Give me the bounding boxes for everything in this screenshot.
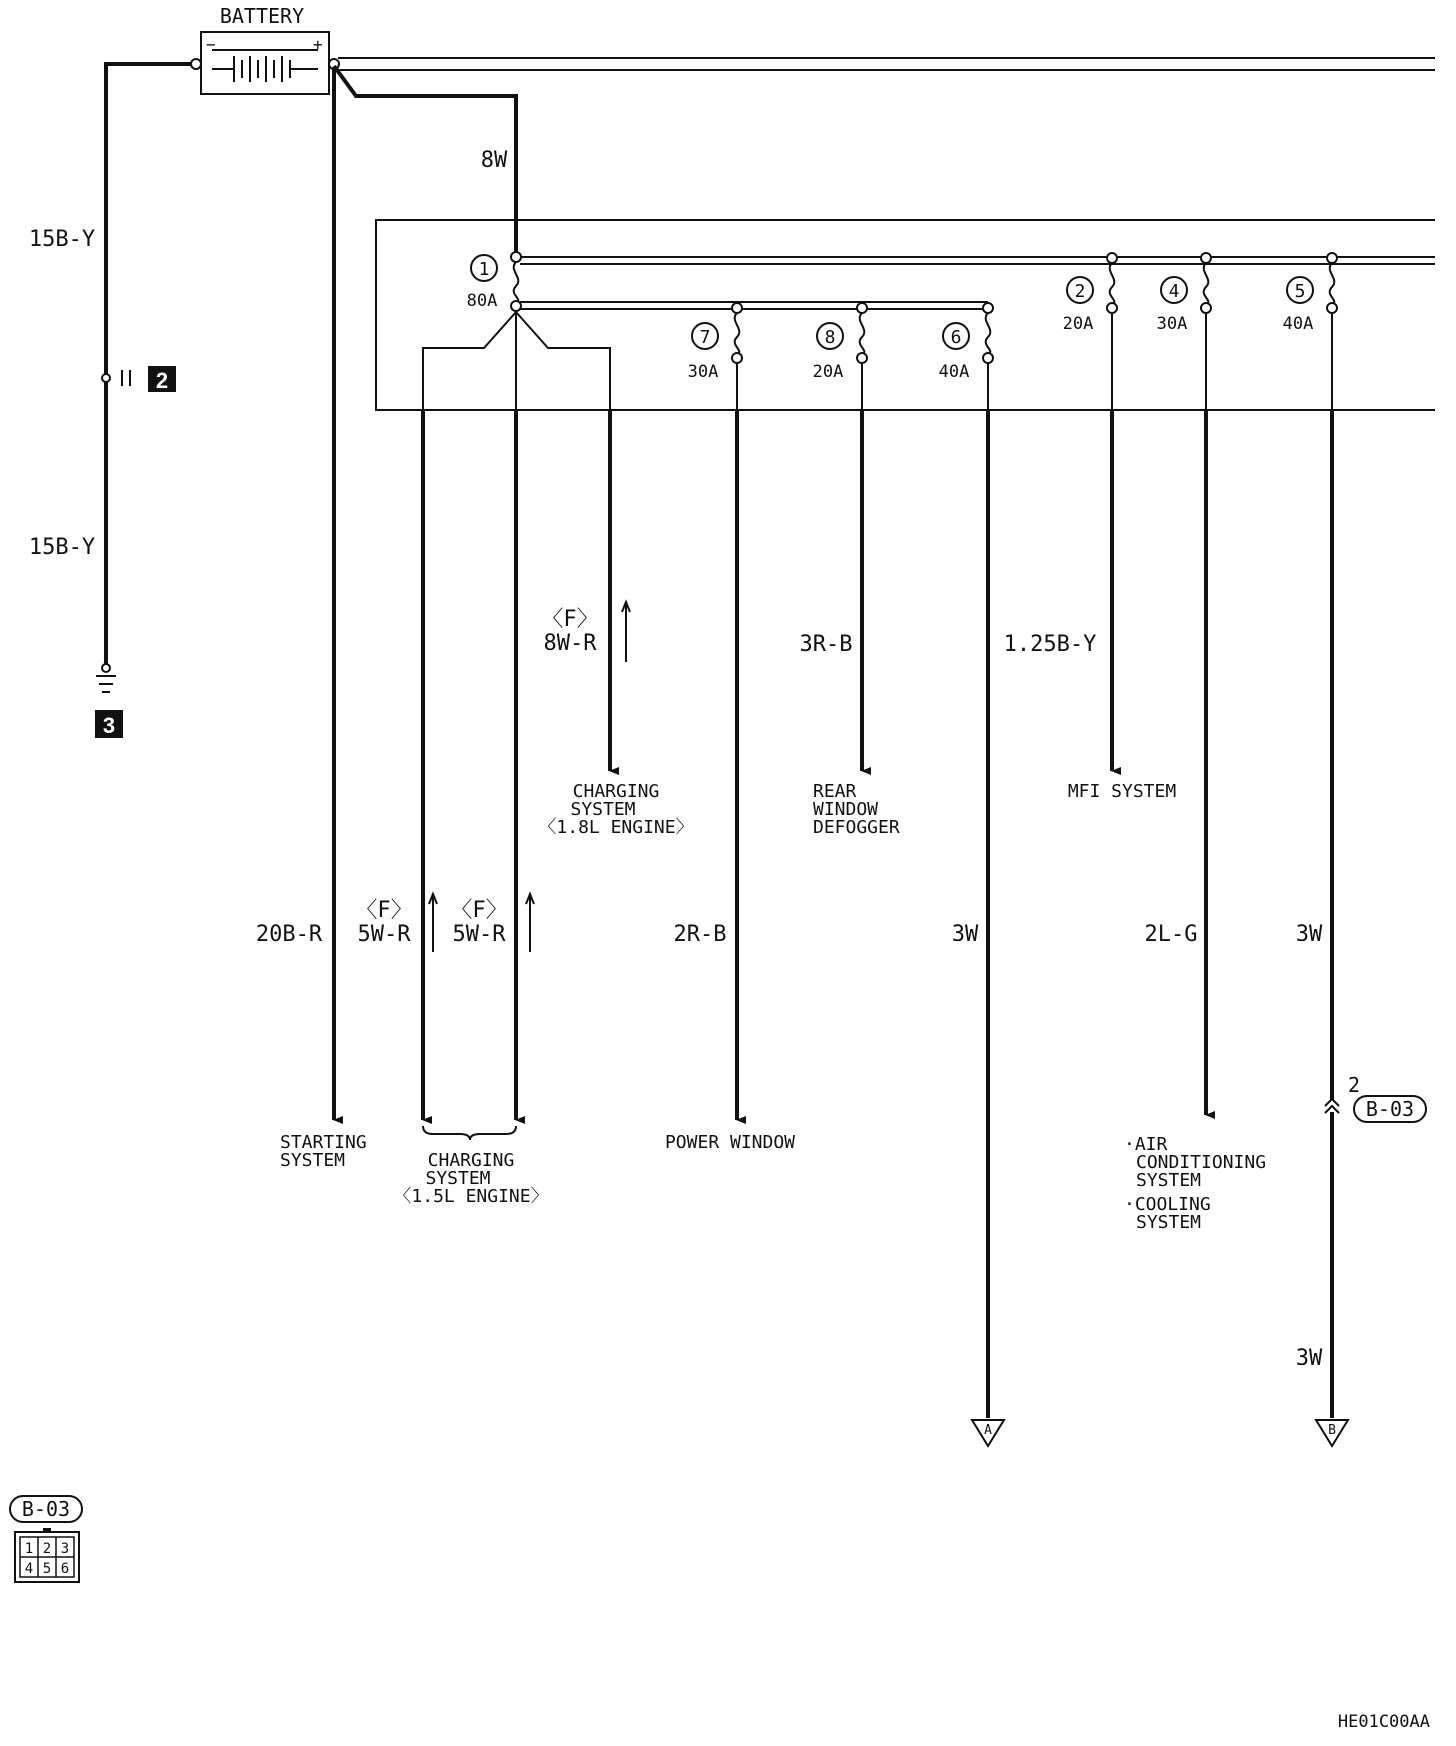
fuse6-output-wire-label: 3W (951, 922, 979, 947)
charging-15-a-tag: 〈F〉 (355, 898, 413, 923)
dest-starting-line1: STARTING (280, 1132, 367, 1153)
destination-charging-15 (393, 1150, 548, 1207)
fuse-5-number: 5 (1294, 281, 1306, 302)
dest-charging-18-line1: CHARGING (572, 781, 660, 802)
offpage-arrow-b (1316, 1420, 1348, 1446)
legend-pin-6: 6 (60, 1561, 70, 1577)
dest-aircon-line2: CONDITIONING (1136, 1152, 1267, 1173)
destination-aircon (1124, 1134, 1266, 1191)
fuse-1-rating: 80A (466, 291, 498, 311)
battery-cells-icon (212, 56, 318, 82)
battery (201, 4, 329, 94)
charging-18-wire-label: 8W-R (543, 631, 597, 656)
ground-icon (96, 664, 116, 692)
rear-defogger-wire-label: 3R-B (799, 632, 853, 657)
dest-charging-18-line2: SYSTEM (570, 799, 636, 820)
fuse-6-number: 6 (950, 327, 962, 348)
dest-charging-15-line1: CHARGING (427, 1150, 515, 1171)
battery-positive: + (313, 35, 323, 54)
offpage-arrow-a (972, 1420, 1004, 1446)
fuse-8 (813, 303, 867, 410)
legend-pin-2: 2 (42, 1541, 52, 1557)
fuse-8-number: 8 (824, 327, 836, 348)
charging-15-b-wire-label: 5W-R (452, 922, 506, 947)
fuse-7 (688, 303, 742, 410)
battery-negative: − (206, 35, 216, 54)
connector-b03-pin (1325, 1073, 1426, 1122)
dest-power-window: POWER WINDOW (664, 1132, 796, 1153)
fuse-7-rating: 30A (687, 362, 719, 382)
fuse-5-rating: 40A (1282, 314, 1314, 334)
fuse-7-number: 7 (699, 327, 711, 348)
fuse-2-rating: 20A (1062, 314, 1094, 334)
legend-pin-5: 5 (42, 1561, 52, 1577)
destination-rear-defogger (813, 781, 900, 838)
fuse-6-rating: 40A (938, 362, 970, 382)
drawing-code: HE01C00AA (1337, 1712, 1430, 1732)
positive-feeds (329, 58, 1435, 1120)
fuse-1 (467, 252, 521, 311)
fuse-8-rating: 20A (812, 362, 844, 382)
connector-pin-number: 2 (1348, 1073, 1361, 1097)
connector-legend (10, 1496, 82, 1582)
dest-rear-defogger-line3: DEFOGGER (813, 817, 900, 838)
connector-ref-text: B-03 (1365, 1097, 1415, 1121)
charging-15-a-wire-label: 5W-R (357, 922, 411, 947)
dest-cooling-line1: ·COOLING (1124, 1194, 1211, 1215)
legend-pin-4: 4 (24, 1561, 34, 1577)
dest-charging-15-line3: 〈1.5L ENGINE〉 (393, 1186, 549, 1207)
ground-circuit (29, 59, 201, 738)
offpage-arrow-a-label: A (984, 1423, 992, 1438)
destination-cooling (1124, 1194, 1211, 1233)
mfi-wire-label: 1.25B-Y (1003, 632, 1097, 657)
destination-starting (280, 1132, 367, 1171)
dest-charging-15-line2: SYSTEM (425, 1168, 491, 1189)
fuse-4-rating: 30A (1156, 314, 1188, 334)
fuse5-lower-wire-label: 3W (1295, 1346, 1323, 1371)
fuse-4 (1157, 253, 1211, 410)
ground-wire-lower-label: 15B-Y (28, 535, 96, 560)
fusible-link-box (376, 220, 1435, 410)
legend-pin-1: 1 (24, 1541, 34, 1557)
dest-rear-defogger-line1: REAR (813, 781, 857, 802)
dest-starting-line2: SYSTEM (280, 1150, 346, 1171)
fuse-2-number: 2 (1074, 281, 1086, 302)
battery-label: BATTERY (219, 4, 305, 28)
ground-wire-upper-label: 15B-Y (28, 227, 96, 252)
power-window-wire-label: 2R-B (673, 922, 727, 947)
main-feed-label: 8W (480, 148, 508, 173)
marker-2-text: 2 (155, 368, 169, 393)
dest-aircon-line3: SYSTEM (1136, 1170, 1202, 1191)
dest-aircon-line1: ·AIR (1124, 1134, 1168, 1155)
offpage-arrow-b-label: B (1328, 1423, 1336, 1438)
dest-rear-defogger-line2: WINDOW (813, 799, 879, 820)
fuse-5 (1283, 253, 1337, 410)
charging-18-tag: 〈F〉 (541, 607, 599, 632)
fuse-6 (939, 303, 993, 410)
starting-wire-label: 20B-R (255, 922, 323, 947)
fuse-1-number: 1 (478, 259, 490, 280)
legend-ref-text: B-03 (21, 1497, 71, 1521)
destination-charging-18 (538, 781, 693, 838)
charging-15-b-tag: 〈F〉 (450, 898, 508, 923)
charging-15-brace-icon (423, 1126, 516, 1140)
fuse-2 (1063, 253, 1117, 410)
dest-cooling-line2: SYSTEM (1136, 1212, 1202, 1233)
legend-pin-3: 3 (60, 1541, 70, 1557)
aircon-wire-label: 2L-G (1144, 922, 1198, 947)
marker-3-text: 3 (102, 713, 116, 738)
fuse5-output-wire-label: 3W (1295, 922, 1323, 947)
dest-charging-18-line3: 〈1.8L ENGINE〉 (538, 817, 694, 838)
dest-mfi: MFI SYSTEM (1067, 781, 1177, 802)
fuse-4-number: 4 (1168, 281, 1180, 302)
